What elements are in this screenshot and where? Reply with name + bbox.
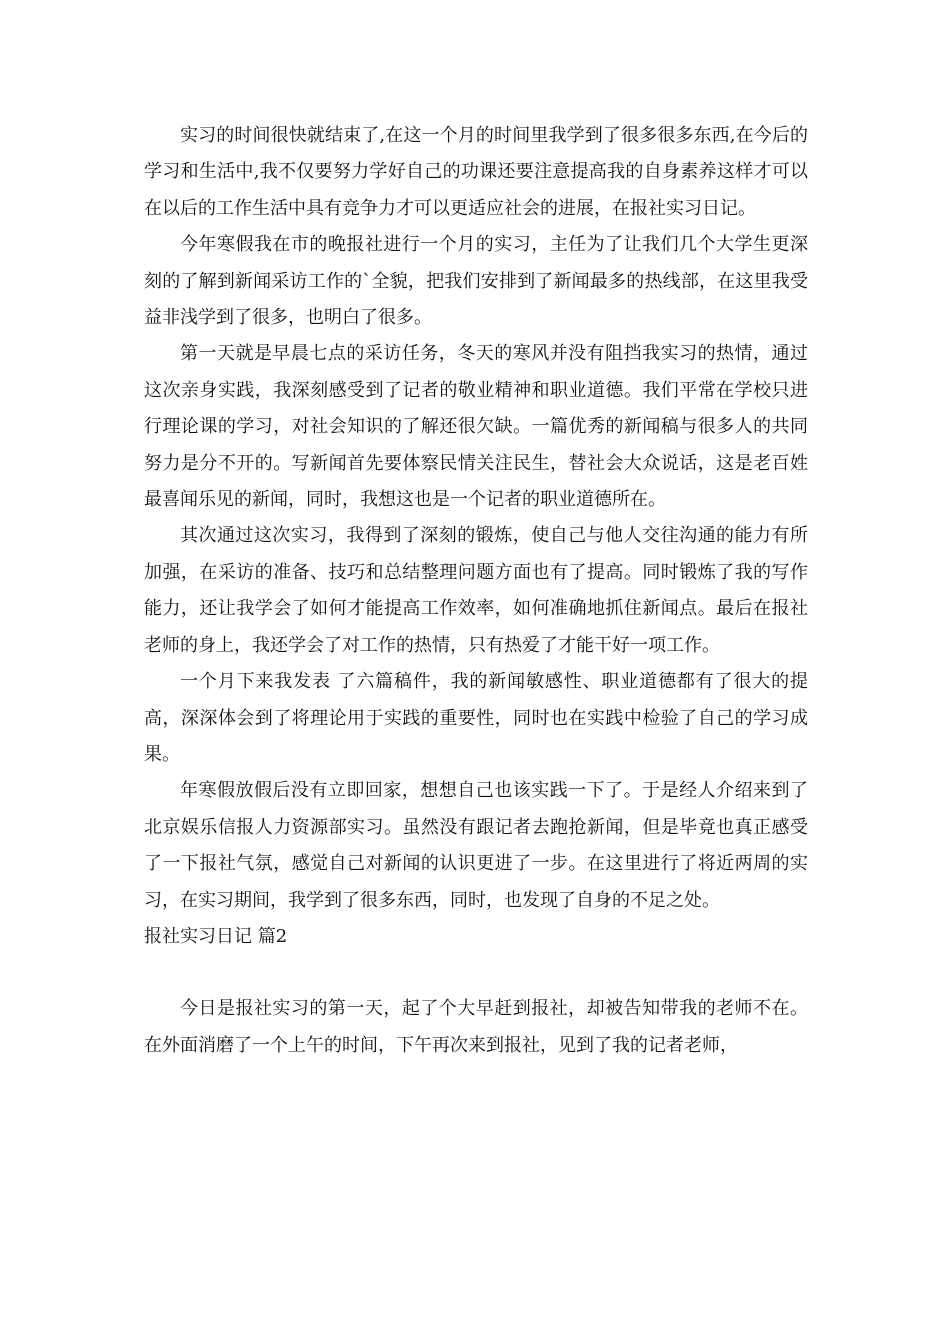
paragraph-published-articles: 一个月下来我发表 了六篇稿件，我的新闻敏感性、职业道德都有了很大的提高，深深体会到了将理论用于实践的重要性，同时也在实践中检验了自己的学习成果。 (144, 671, 808, 765)
section-heading: 报社实习日记 篇2 (144, 925, 288, 947)
document-body (144, 118, 808, 1064)
paragraph-beijing-internship: 年寒假放假后没有立即回家，想想自己也该实践一下了。于是经人介绍来到了北京娱乐信报人力资源部实习。虽然没有跟记者去跑抢新闻，但是毕竟也真正感受了一下报社气氛，感觉自己对新闻的认识更进了一步。在这里进行了将近两周的实习，在实习期间，我学到了很多东西，同时，也发现了自身的不足之处。 (144, 780, 808, 911)
paragraph-diary-day-one: 今日是报社实习的第一天，起了个大早赶到报社，却被告知带我的老师不在。在外面消磨了一个上午的时间，下午再次来到报社，见到了我的记者老师， (144, 998, 808, 1056)
paragraph-first-day: 第一天就是早晨七点的采访任务，冬天的寒风并没有阻挡我实习的热情，通过这次亲身实践，我深刻感受到了记者的敬业精神和职业道德。我们平常在学校只进行理论课的学习，对社会知识的了解还很欠缺。一篇优秀的新闻稿与很多人的共同努力是分不开的。写新闻首先要体察民情关注民生，替社会大众说话，这是老百姓最喜闻乐见的新闻，同时，我想这也是一个记者的职业道德所在。 (144, 343, 808, 511)
paragraph-internship-summary: 实习的时间很快就结束了,在这一个月的时间里我学到了很多很多东西,在今后的学习和生活中,我不仅要努力学好自己的功课还要注意提高我的自身素养这样才可以在以后的工作生活中具有竞争力才可以更适应社会的进展，在报社实习日记。 (144, 125, 808, 219)
section-spacer (144, 955, 808, 991)
paragraph-training: 其次通过这次实习，我得到了深刻的锻炼，使自己与他人交往沟通的能力有所加强，在采访的准备、技巧和总结整理问题方面也有了提高。同时锻炼了我的写作能力，还让我学会了如何才能提高工作效率，如何准确地抓住新闻点。最后在报社老师的身上，我还学会了对工作的热情，只有热爱了才能干好一项工作。 (144, 525, 808, 656)
paragraph-winter-internship: 今年寒假我在市的晚报社进行一个月的实习，主任为了让我们几个大学生更深刻的了解到新闻采访工作的`全貌，把我们安排到了新闻最多的热线部，在这里我受益非浅学到了很多，也明白了很多。 (144, 234, 808, 329)
